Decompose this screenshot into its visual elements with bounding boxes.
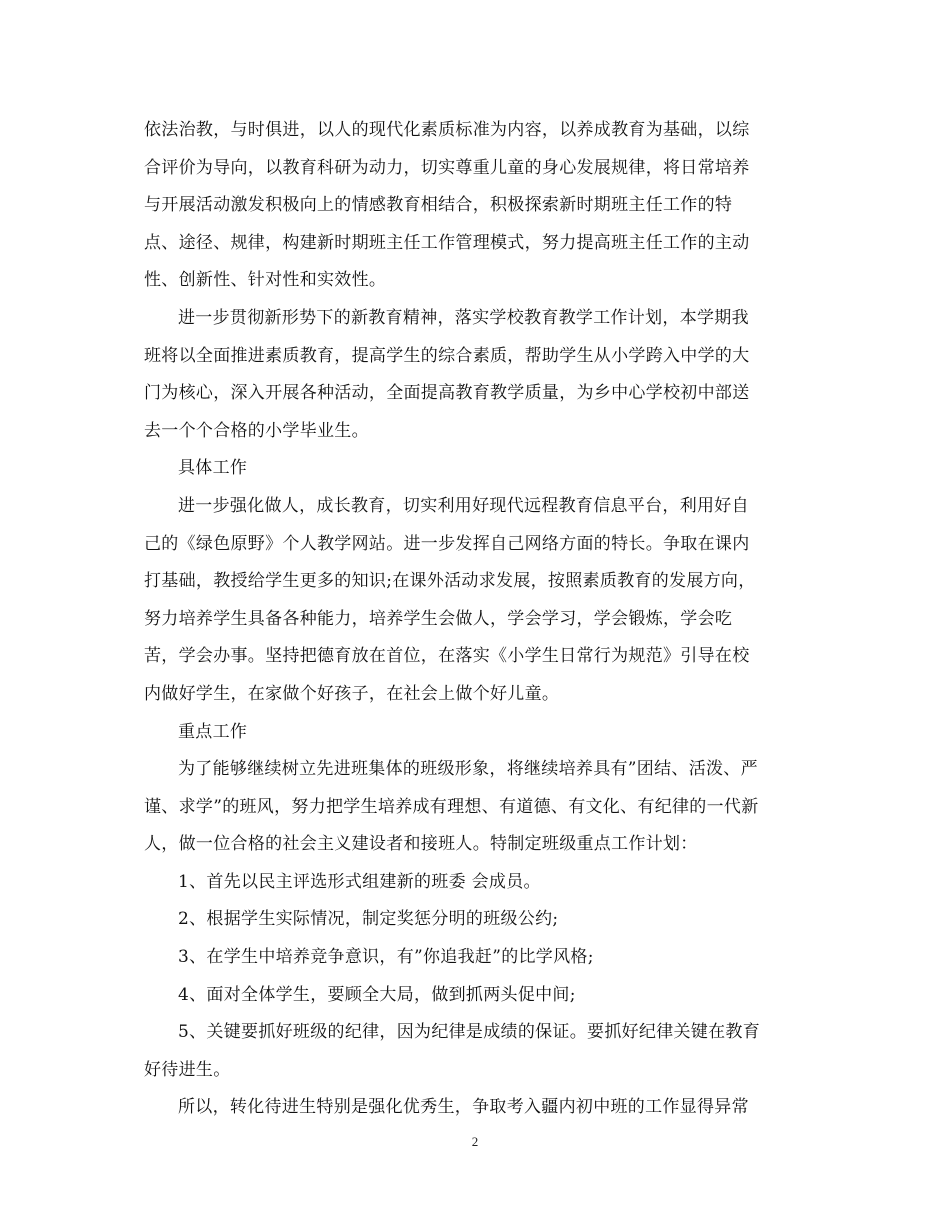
text-line: 所以，转化待进生特别是强化优秀生，争取考入疆内初中班的工作显得异常	[178, 1097, 749, 1118]
text-line: 为了能够继续树立先进班集体的班级形象，将继续培养具有”团结、活泼、严	[178, 759, 758, 780]
text-line: 努力培养学生具备各种能力，培养学生会做人，学会学习，学会锻炼，学会吃	[144, 608, 733, 629]
text-line: 依法治教，与时俱进，以人的现代化素质标准为内容，以养成教育为基础，以综	[144, 120, 750, 140]
text-line: 己的《绿色原野》个人教学网站。进一步发挥自己网络方面的特长。争取在课内	[144, 533, 750, 554]
text-line: 去一个个合格的小学毕业生。	[144, 420, 369, 441]
text-line: 进一步贯彻新形势下的新教育精神，落实学校教育教学工作计划，本学期我	[178, 307, 749, 328]
text-line: 人，做一位合格的社会主义建设者和接班人。特制定班级重点工作计划：	[144, 834, 698, 855]
list-item: 1、首先以民主评选形式组建新的班委 会成员。	[178, 871, 541, 892]
section-heading-key-work: 重点工作	[178, 721, 248, 742]
text-line: 点、途径、规律，构建新时期班主任工作管理模式，努力提高班主任工作的主动	[144, 232, 750, 253]
list-item: 2、根据学生实际情况，制定奖惩分明的班级公约;	[178, 909, 559, 930]
list-item: 5、关键要抓好班级的纪律，因为纪律是成绩的保证。要抓好纪律关键在教育	[178, 1022, 761, 1043]
text-line: 性、创新性、针对性和实效性。	[144, 270, 387, 291]
text-line: 好待进生。	[144, 1059, 231, 1080]
list-item: 4、面对全体学生，要顾全大局，做到抓两头促中间;	[178, 984, 576, 1005]
text-line: 谨、求学”的班风，努力把学生培养成有理想、有道德、有文化、有纪律的一代新	[144, 796, 759, 817]
text-line: 门为核心，深入开展各种活动，全面提高教育教学质量，为乡中心学校初中部送	[144, 383, 750, 404]
document-body	[144, 112, 804, 1127]
text-line: 内做好学生，在家做个好孩子，在社会上做个好儿童。	[144, 683, 560, 704]
page-number: 2	[471, 1134, 479, 1149]
text-line: 与开展活动激发积极向上的情感教育相结合，积极探索新时期班主任工作的特	[144, 195, 733, 216]
text-line: 打基础，教授给学生更多的知识;在课外活动求发展，按照素质教育的发展方向，	[144, 571, 756, 592]
text-line: 班将以全面推进素质教育，提高学生的综合素质，帮助学生从小学跨入中学的大	[144, 345, 750, 366]
section-heading-specific-work: 具体工作	[178, 458, 248, 479]
text-line: 合评价为导向，以教育科研为动力，切实尊重儿童的身心发展规律，将日常培养	[144, 157, 750, 178]
list-item: 3、在学生中培养竞争意识，有”你追我赶”的比学风格;	[178, 947, 594, 968]
text-line: 苦，学会办事。坚持把德育放在首位，在落实《小学生日常行为规范》引导在校	[144, 646, 750, 667]
text-line: 进一步强化做人，成长教育，切实利用好现代远程教育信息平台，利用好自	[178, 495, 749, 516]
